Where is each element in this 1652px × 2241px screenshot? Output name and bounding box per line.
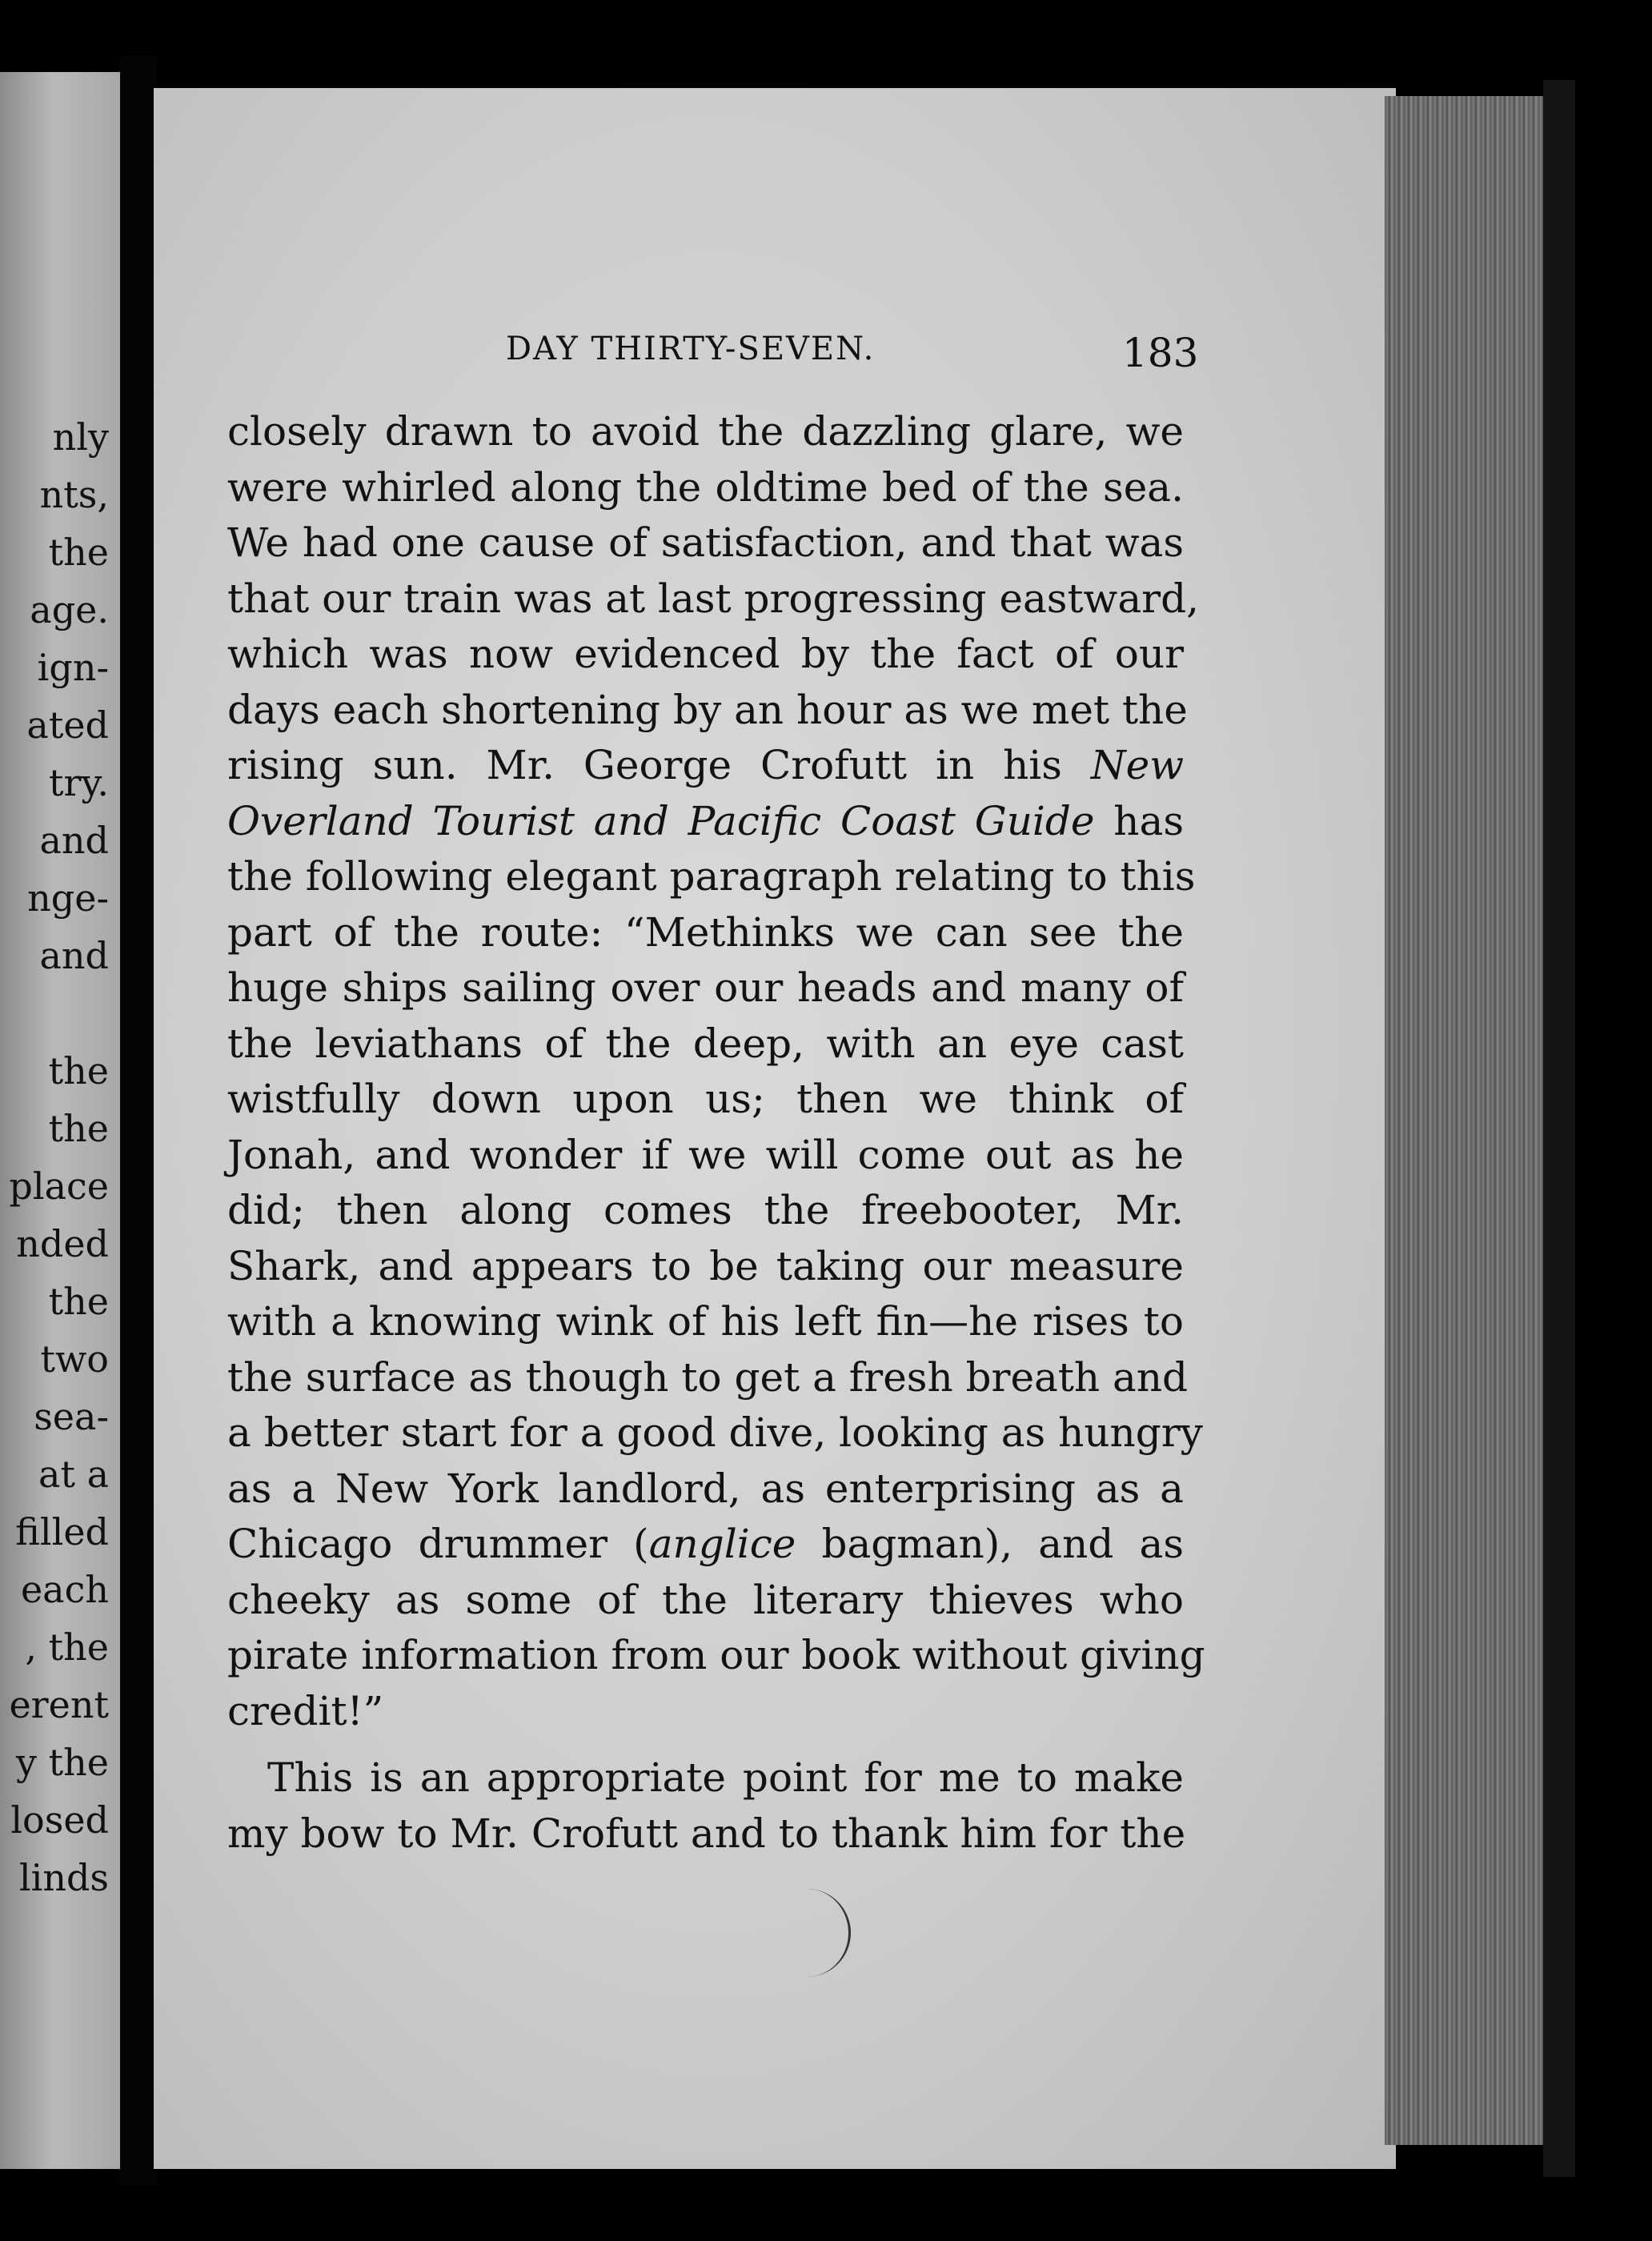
left-page-line: place (9, 1165, 109, 1208)
book-gutter (120, 56, 157, 2185)
text-line: the following elegant paragraph relating to this (227, 853, 1196, 900)
text-line: Shark, and appears to be taking our measure (227, 1242, 1184, 1289)
previous-page-fragment (0, 72, 120, 2169)
left-page-line: nly (52, 415, 109, 459)
text-line: closely drawn to avoid the dazzling glare, we (227, 408, 1184, 455)
left-page-line: and (39, 819, 109, 862)
book-title-italic: Overland Tourist and Pacific Coast Guide (227, 797, 1095, 844)
left-page-line: ated (26, 704, 109, 747)
left-page-line: losed (10, 1798, 109, 1842)
book-cover-edge (1543, 80, 1575, 2177)
left-page-line: age. (30, 588, 109, 631)
text-line: Overland Tourist and Pacific Coast Guide has (227, 797, 1184, 844)
left-page-line: two (40, 1337, 109, 1381)
left-page-line: each (20, 1568, 109, 1611)
text-line: which was now evidenced by the fact of our (227, 631, 1184, 677)
text-line: We had one cause of satisfaction, and that was (227, 519, 1184, 566)
text-line: a better start for a good dive, looking as hungry (227, 1409, 1203, 1456)
text-line: Chicago drummer (anglice bagman), and as (227, 1521, 1184, 1567)
left-page-line: and (39, 934, 109, 977)
text-line: pirate information from our book without giving (227, 1632, 1205, 1678)
left-page-line: the (48, 531, 109, 574)
left-page-line: nded (16, 1222, 109, 1265)
left-page-line: nts, (39, 473, 109, 516)
left-page-line: y the (16, 1741, 109, 1784)
text-line: were whirled along the oldtime bed of the sea. (227, 463, 1184, 511)
text-line: huge ships sailing over our heads and many of (227, 964, 1184, 1011)
left-page-line: the (48, 1107, 109, 1150)
left-page-line: erent (9, 1683, 109, 1726)
left-page-line: nge- (27, 876, 109, 920)
text-line: rising sun. Mr. George Crofutt in his New (227, 742, 1184, 788)
text-line: the surface as though to get a fresh breath and (227, 1353, 1189, 1401)
text-line: the leviathans of the deep, with an eye cast (227, 1020, 1184, 1067)
left-page-line: the (48, 1280, 109, 1323)
running-head: DAY THIRTY-SEVEN. (506, 331, 876, 367)
page-number: 183 (1122, 330, 1199, 376)
text-line: that our train was at last progressing eastward, (227, 575, 1199, 622)
left-page-line: at a (38, 1453, 109, 1496)
left-page-line: the (48, 1049, 109, 1092)
text-line: credit!” (227, 1687, 384, 1734)
page-body-text (227, 404, 1205, 1862)
text-line: wistfully down upon us; then we think of (227, 1076, 1184, 1122)
left-page-line: sea- (34, 1395, 109, 1438)
left-page-line: filled (15, 1510, 109, 1553)
book-title-italic: New (1090, 742, 1184, 788)
text-line: days each shortening by an hour as we met the (227, 686, 1188, 733)
text-line: Jonah, and wonder if we will come out as he (227, 1131, 1184, 1178)
text-line: with a knowing wink of his left fin—he rises to (227, 1298, 1184, 1345)
text-line: did; then along comes the freebooter, Mr. (227, 1187, 1184, 1233)
left-page-line: try. (49, 761, 109, 804)
text-line: cheeky as some of the literary thieves who (227, 1576, 1184, 1623)
text-line: as a New York landlord, as enterprising as a (227, 1465, 1184, 1512)
page-edges (1385, 96, 1545, 2145)
left-page-line: , the (25, 1626, 109, 1669)
text-line: part of the route: “Methinks we can see the (227, 908, 1184, 956)
text-line: my bow to Mr. Crofutt and to thank him for the (227, 1810, 1186, 1857)
left-page-line: linds (18, 1856, 109, 1899)
italic-word: anglice (648, 1521, 796, 1567)
text-line: This is an appropriate point for me to make (267, 1754, 1184, 1801)
left-page-line: ign- (37, 646, 109, 689)
